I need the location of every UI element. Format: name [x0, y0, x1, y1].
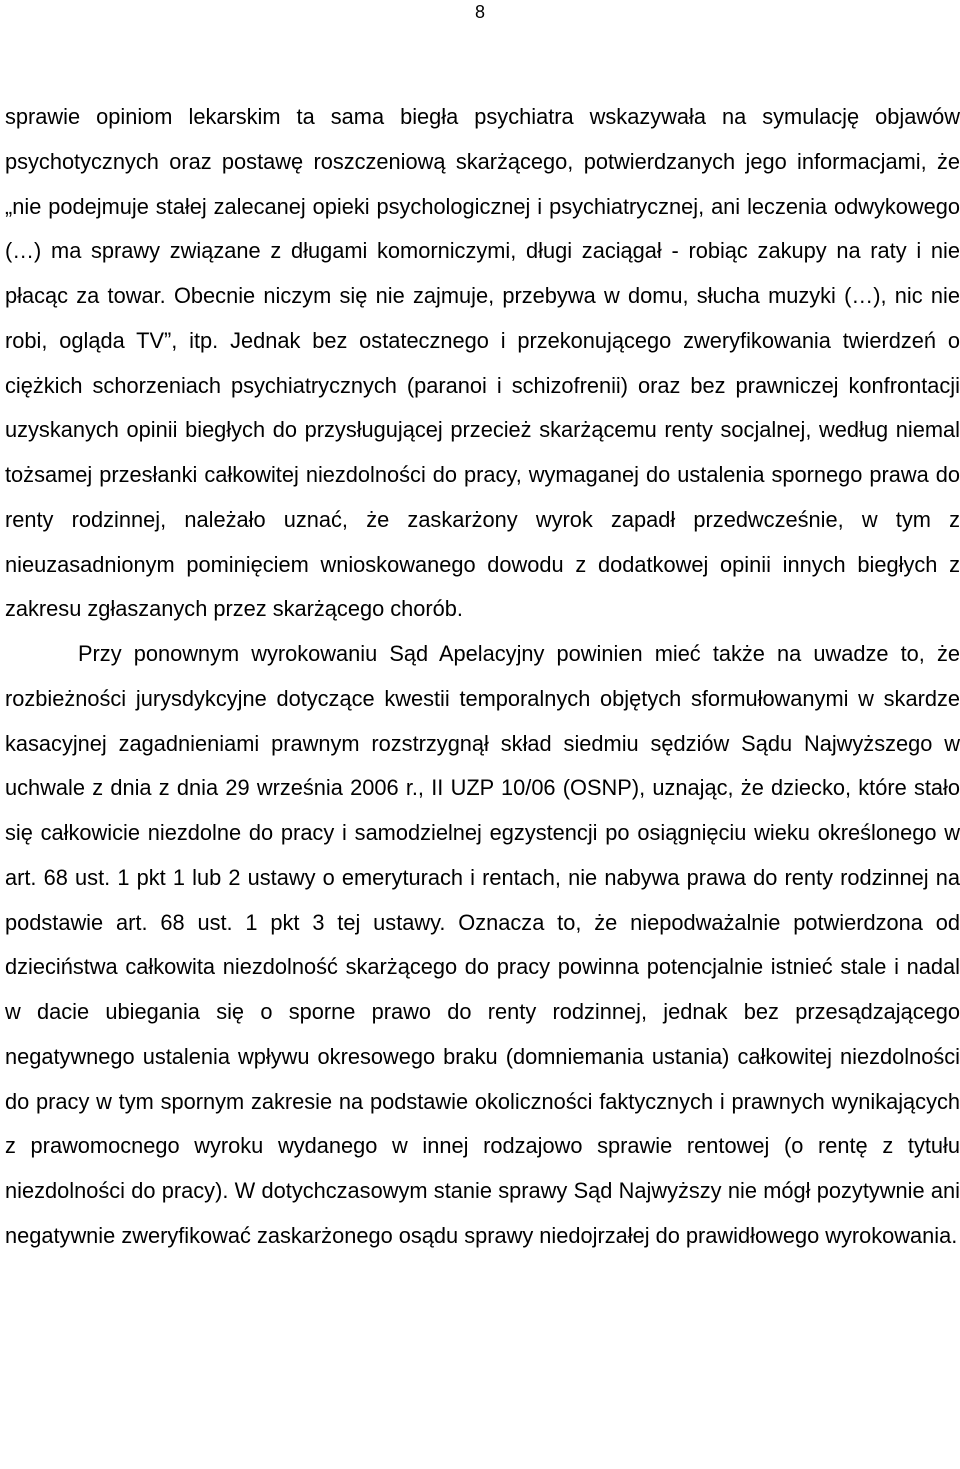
paragraph-1: sprawie opiniom lekarskim ta sama biegła psychiatra wskazywała na symulację objawów psychotycznych oraz postawę roszczeniową skarżącego, potwierdzanych jego informacjami, że „nie podejmuje stałej zalecanej opieki psychologicznej i psychiatrycznej, ani leczenia odwykowego (…) ma sprawy związane z długami komorniczymi, długi zaciągał - robiąc zakupy na raty i nie płacąc za towar. Obecnie niczym się nie zajmuje, przebywa w domu, słucha muzyki (…), nic nie robi, ogląda TV”, itp. Jednak bez ostatecznego i przekonującego zweryfikowania twierdzeń o ciężkich schorzeniach psychiatrycznych (paranoi i schizofrenii) oraz bez prawniczej konfrontacji uzyskanych opinii biegłych do przysługującej przecież skarżącemu renty socjalnej, według niemal tożsamej przesłanki całkowitej niezdolności do pracy, wymaganej do ustalenia spornego prawa do renty rodzinnej, należało uznać, że zaskarżony wyrok zapadł przedwcześnie, w tym z nieuzasadnionym pominięciem wnioskowanego dowodu z dodatkowej opinii innych biegłych z zakresu zgłaszanych przez skarżącego chorób. [5, 104, 960, 622]
document-body [5, 95, 960, 1259]
page-number: 8 [474, 2, 485, 22]
paragraph-2: Przy ponownym wyrokowaniu Sąd Apelacyjny powinien mieć także na uwadze to, że rozbieżności jurysdykcyjne dotyczące kwestii temporalnych objętych sformułowanymi w skardze kasacyjnej zagadnieniami prawnym rozstrzygnął skład siedmiu sędziów Sądu Najwyższego w uchwale z dnia z dnia 29 września 2006 r., II UZP 10/06 (OSNP), uznając, że dziecko, które stało się całkowicie niezdolne do pracy i samodzielnej egzystencji po osiągnięciu wieku określonego w art. 68 ust. 1 pkt 1 lub 2 ustawy o emeryturach i rentach, nie nabywa prawa do renty rodzinnej na podstawie art. 68 ust. 1 pkt 3 tej ustawy. Oznacza to, że niepodważalnie potwierdzona od dzieciństwa całkowita niezdolność skarżącego do pracy powinna potencjalnie istnieć stale i nadal w dacie ubiegania się o sporne prawo do renty rodzinnej, jednak bez przesądzającego negatywnego ustalenia wpływu okresowego braku (domniemania ustania) całkowitej niezdolności do pracy w tym spornym zakresie na podstawie okoliczności faktycznych i prawnych wynikających z prawomocnego wyroku wydanego w innej rodzajowo sprawie rentowej (o rentę z tytułu niezdolności do pracy). W dotychczasowym stanie sprawy Sąd Najwyższy nie mógł pozytywnie ani negatywnie zweryfikować zaskarżonego osądu sprawy niedojrzałej do prawidłowego wyrokowania. [5, 641, 960, 1248]
